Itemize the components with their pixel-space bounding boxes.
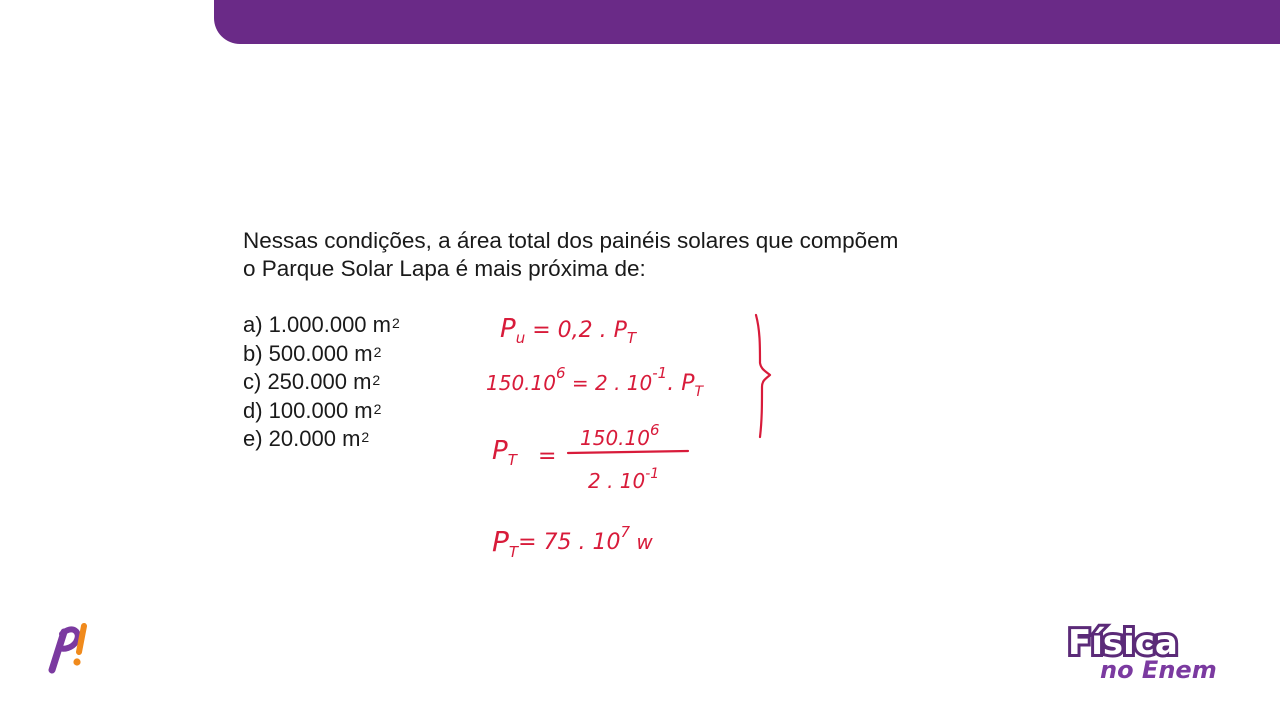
- option-d[interactable]: d) 100.000 $m^2$: [243, 397, 382, 423]
- hw-line-2: $150.10^6 = 2$ . $10^{-1}$. $P_T$: [486, 364, 704, 400]
- svg-text:no Enem: no Enem: [1100, 656, 1217, 684]
- option-a[interactable]: a) 1.000.000 $m^2$: [243, 312, 400, 337]
- hw-fraction-denominator: 2 . $10^{-1}$: [588, 466, 660, 493]
- question-line-2: o Parque Solar Lapa é mais próxima de:: [243, 256, 646, 281]
- hw-line-1: $P_u$ $^{= 0,2 . P}_T$: [500, 314, 637, 347]
- answer-options: [243, 311, 400, 454]
- hw-curly-brace: [756, 315, 770, 437]
- option-b[interactable]: b) 500.000 $m^2$: [243, 340, 382, 366]
- handwritten-solution: [470, 295, 790, 585]
- hw-line-3-lhs: $P_T$: [492, 436, 517, 469]
- hw-line-3-equals: =: [538, 444, 557, 469]
- fisica-no-enem-logo: [1066, 622, 1246, 686]
- question-text: [243, 227, 1063, 283]
- svg-text:Física: Física: [1068, 623, 1178, 663]
- top-banner: [214, 0, 1280, 44]
- hw-line-4: $P_T^{= 75 . 107}$ $_w$: [492, 523, 653, 561]
- option-e[interactable]: e) 20.000 $m^2$: [243, 426, 370, 451]
- brand-logo-icon: [42, 618, 92, 674]
- option-c[interactable]: c) 250.000 $m^2$: [243, 369, 381, 394]
- hw-fraction-bar: [568, 451, 688, 453]
- question-line-1: Nessas condições, a área total dos painéis solares que compõem: [243, 228, 899, 253]
- hw-fraction-numerator: 150.10$^6$: [580, 421, 660, 450]
